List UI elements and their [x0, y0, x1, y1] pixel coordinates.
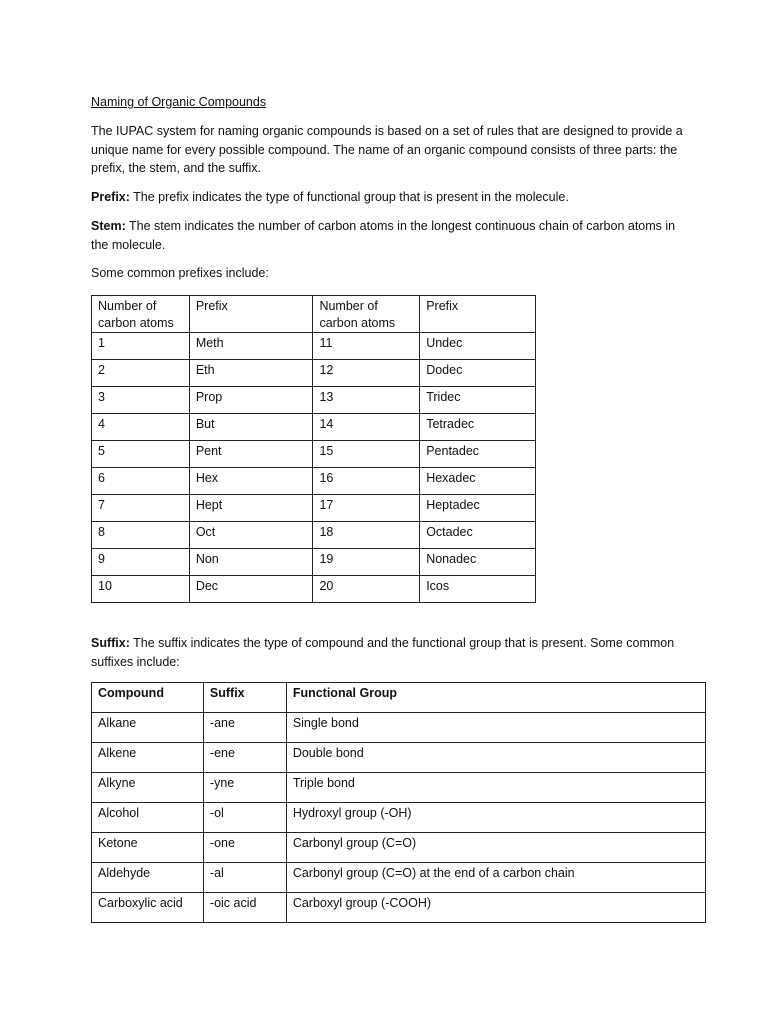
suffix-cell: -al	[203, 863, 286, 893]
prefix-definition	[91, 188, 691, 207]
table-row	[92, 414, 536, 441]
suffix-cell: Alkene	[92, 743, 204, 773]
stem-definition	[91, 217, 691, 254]
table-row	[92, 893, 706, 923]
suffix-cell: Alkane	[92, 713, 204, 743]
prefix-cell: Nonadec	[420, 549, 536, 576]
prefix-cell: Non	[189, 549, 313, 576]
prefix-cell: 5	[92, 441, 190, 468]
prefix-table-header	[92, 296, 536, 333]
suffix-cell: -one	[203, 833, 286, 863]
prefix-cell: Oct	[189, 522, 313, 549]
prefix-cell: 3	[92, 387, 190, 414]
suffix-cell: -yne	[203, 773, 286, 803]
prefix-cell: 16	[313, 468, 420, 495]
prefix-cell: Meth	[189, 333, 313, 360]
suffix-cell: Alcohol	[92, 803, 204, 833]
suffix-cell: -ene	[203, 743, 286, 773]
suffix-cell: Carbonyl group (C=O)	[286, 833, 705, 863]
table-row	[92, 773, 706, 803]
table-row	[92, 360, 536, 387]
prefix-header-cell: Prefix	[420, 296, 536, 333]
stem-label: Stem:	[91, 219, 126, 233]
prefix-cell: Dec	[189, 576, 313, 603]
prefix-cell: Prop	[189, 387, 313, 414]
suffix-cell: Double bond	[286, 743, 705, 773]
suffix-cell: -oic acid	[203, 893, 286, 923]
prefix-cell: Pentadec	[420, 441, 536, 468]
suffix-table	[91, 682, 706, 923]
suffix-cell: Hydroxyl group (-OH)	[286, 803, 705, 833]
suffix-table-body	[92, 713, 706, 923]
prefix-table	[91, 295, 536, 603]
prefix-cell: 9	[92, 549, 190, 576]
table-row	[92, 522, 536, 549]
prefix-cell: Tridec	[420, 387, 536, 414]
prefix-cell: Tetradec	[420, 414, 536, 441]
prefix-header-cell: Prefix	[189, 296, 313, 333]
table-row	[92, 468, 536, 495]
prefix-cell: Hex	[189, 468, 313, 495]
table-row	[92, 441, 536, 468]
suffix-cell: Triple bond	[286, 773, 705, 803]
table-row	[92, 743, 706, 773]
prefix-cell: 15	[313, 441, 420, 468]
suffix-header-cell: Functional Group	[286, 683, 705, 713]
prefix-cell: 7	[92, 495, 190, 522]
suffix-cell: Alkyne	[92, 773, 204, 803]
prefix-cell: Octadec	[420, 522, 536, 549]
prefix-label: Prefix:	[91, 190, 130, 204]
prefix-text: The prefix indicates the type of functional group that is present in the molecule.	[129, 190, 569, 204]
prefix-cell: 13	[313, 387, 420, 414]
table-row	[92, 863, 706, 893]
prefix-cell: 10	[92, 576, 190, 603]
prefix-header-cell: Number of carbon atoms	[313, 296, 420, 333]
prefix-cell: 17	[313, 495, 420, 522]
prefix-cell: Undec	[420, 333, 536, 360]
suffix-cell: Carboxylic acid	[92, 893, 204, 923]
table-row	[92, 549, 536, 576]
suffix-cell: Ketone	[92, 833, 204, 863]
prefix-cell: 2	[92, 360, 190, 387]
table-row	[92, 495, 536, 522]
prefix-cell: But	[189, 414, 313, 441]
prefix-intro: Some common prefixes include:	[91, 266, 269, 280]
prefix-cell: 20	[313, 576, 420, 603]
table-row	[92, 576, 536, 603]
prefix-cell: Icos	[420, 576, 536, 603]
intro-paragraph: The IUPAC system for naming organic compounds is based on a set of rules that are designed to provide a unique name for every possible compound. The name of an organic compound consists of three parts: the prefix, the stem, and the suffix.	[91, 124, 683, 175]
prefix-cell: 4	[92, 414, 190, 441]
prefix-cell: 18	[313, 522, 420, 549]
prefix-cell: 19	[313, 549, 420, 576]
table-row	[92, 333, 536, 360]
suffix-definition	[91, 634, 691, 671]
suffix-table-header	[92, 683, 706, 713]
suffix-header-cell: Suffix	[203, 683, 286, 713]
prefix-cell: 8	[92, 522, 190, 549]
suffix-cell: Carbonyl group (C=O) at the end of a carbon chain	[286, 863, 705, 893]
suffix-text: The suffix indicates the type of compound and the functional group that is present. Some common suffixes include:	[91, 636, 675, 669]
document-title: Naming of Organic Compounds	[91, 95, 267, 109]
prefix-cell: 1	[92, 333, 190, 360]
prefix-cell: 12	[313, 360, 420, 387]
suffix-cell: -ane	[203, 713, 286, 743]
prefix-cell: Pent	[189, 441, 313, 468]
suffix-cell: Aldehyde	[92, 863, 204, 893]
prefix-cell: 14	[313, 414, 420, 441]
prefix-cell: Hexadec	[420, 468, 536, 495]
prefix-cell: Heptadec	[420, 495, 536, 522]
table-row	[92, 713, 706, 743]
suffix-cell: -ol	[203, 803, 286, 833]
prefix-cell: Dodec	[420, 360, 536, 387]
prefix-cell: 11	[313, 333, 420, 360]
table-row	[92, 833, 706, 863]
prefix-header-cell: Number of carbon atoms	[92, 296, 190, 333]
prefix-cell: 6	[92, 468, 190, 495]
suffix-cell: Single bond	[286, 713, 705, 743]
prefix-cell: Hept	[189, 495, 313, 522]
prefix-cell: Eth	[189, 360, 313, 387]
stem-text: The stem indicates the number of carbon atoms in the longest continuous chain of carbon atoms in the molecule.	[91, 219, 676, 252]
prefix-table-body	[92, 296, 536, 603]
table-row	[92, 387, 536, 414]
table-row	[92, 803, 706, 833]
suffix-label: Suffix:	[91, 636, 130, 650]
suffix-cell: Carboxyl group (-COOH)	[286, 893, 705, 923]
suffix-header-cell: Compound	[92, 683, 204, 713]
